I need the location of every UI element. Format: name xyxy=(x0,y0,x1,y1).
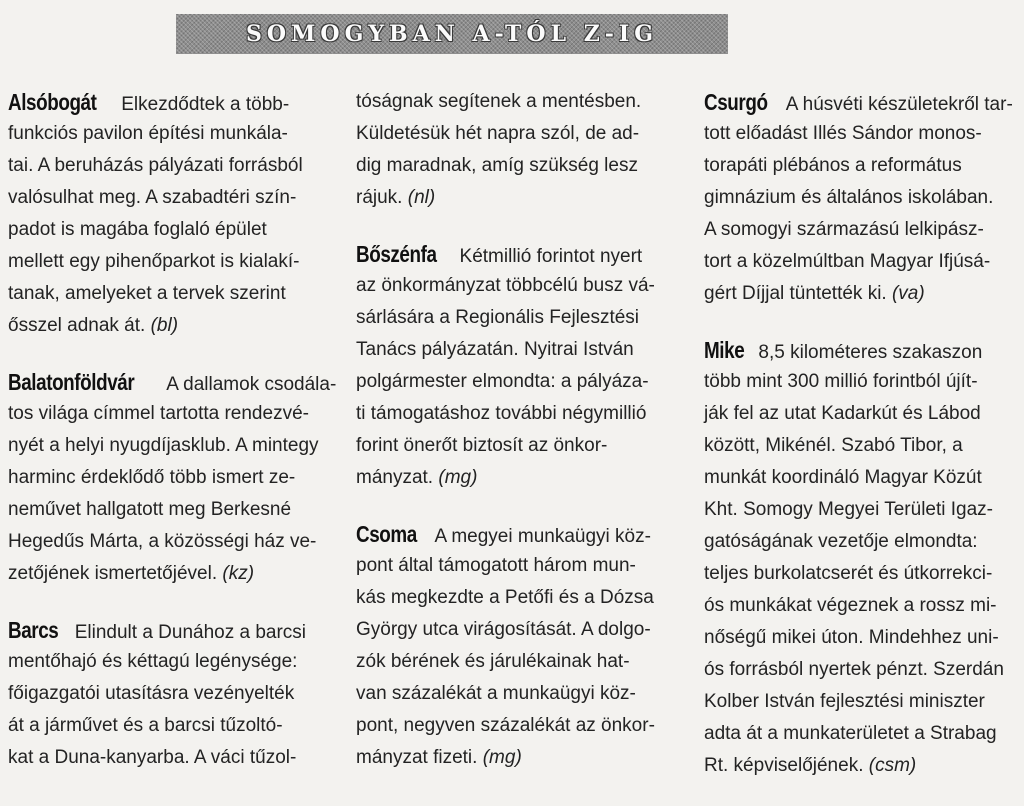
author-signature: (mg) xyxy=(438,467,478,488)
section-title: SOMOGYBAN A-TÓL Z-IG xyxy=(246,21,658,47)
article-first-line: Barcs Elindult a Dunához a barcsi xyxy=(8,614,326,646)
body-line: Küldetésük hét napra szól, de ad- xyxy=(356,123,640,144)
body-line: nőségű mikei úton. Mindehhez uni- xyxy=(704,627,999,648)
author-signature: (mg) xyxy=(482,747,522,768)
body-line: funkciós pavilon építési munkála- xyxy=(8,123,288,144)
body-line: tos világa címmel tartotta rendezvé- xyxy=(8,403,309,424)
article-first-line: Csurgó A húsvéti készületekről tar- xyxy=(704,86,1022,118)
body-line: több mint 300 millió forintból újít- xyxy=(704,371,978,392)
article-boszenfa xyxy=(356,238,674,494)
body-line: mentőhajó és kéttagú legénysége: xyxy=(8,651,298,672)
author-signature: (nl) xyxy=(407,187,436,208)
column-3 xyxy=(704,86,1022,806)
body-line: között, Mikénél. Szabó Tibor, a xyxy=(704,435,963,456)
author-signature: (kz) xyxy=(222,563,255,584)
article-csoma xyxy=(356,518,674,774)
place-name: Mike xyxy=(704,337,745,363)
body-line: mellett egy pihenőparkot is kialakí- xyxy=(8,251,300,272)
article-last-line: Rt. képviselőjének. (csm) xyxy=(704,755,917,776)
body-line: Tanács pályázatán. Nyitrai István xyxy=(356,339,634,360)
body-line: padot is magába foglaló épület xyxy=(8,219,267,240)
place-name: Alsóbogát xyxy=(8,89,97,115)
article-barcs-continued xyxy=(356,86,674,214)
article-last-line: gért Díjjal tüntették ki. (va) xyxy=(704,283,925,304)
body-line: tai. A beruházás pályázati forrásból xyxy=(8,155,303,176)
body-line: valósulhat meg. A szabadtéri szín- xyxy=(8,187,297,208)
body-line: kat a Duna-kanyarba. A váci tűzol- xyxy=(8,747,297,768)
section-header xyxy=(176,14,728,54)
article-last-line: zetőjének ismertetőjével. (kz) xyxy=(8,563,255,584)
body-line: torapáti plébános a református xyxy=(704,155,962,176)
body-line: dig maradnak, amíg szükség lesz xyxy=(356,155,638,176)
place-name: Csurgó xyxy=(704,89,768,115)
article-first-line: Bőszénfa Kétmillió forintot nyert xyxy=(356,238,674,270)
article-last-line: mányzat fizeti. (mg) xyxy=(356,747,522,768)
body-line: ti támogatáshoz további négymillió xyxy=(356,403,647,424)
article-first-line: Mike 8,5 kilométeres szakaszon xyxy=(704,334,1022,366)
body-line: tanak, amelyeket a tervek szerint xyxy=(8,283,286,304)
body-line: teljes burkolatcserét és útkorrekci- xyxy=(704,563,993,584)
place-name: Bőszénfa xyxy=(356,241,437,267)
body-line: ós munkákat végeznek a rossz mi- xyxy=(704,595,997,616)
body-line: tort a közelmúltban Magyar Ifjúsá- xyxy=(704,251,991,272)
body-line: adta át a munkaterületet a Strabag xyxy=(704,723,997,744)
body-line: A somogyi származású lelkipász- xyxy=(704,219,984,240)
author-signature: (bl) xyxy=(150,315,179,336)
body-line: Hegedűs Márta, a közösségi ház ve- xyxy=(8,531,317,552)
body-line: harminc érdeklődő több ismert ze- xyxy=(8,467,296,488)
body-line: ós forrásból nyertek pénzt. Szerdán xyxy=(704,659,1004,680)
body-line: van százalékát a munkaügyi köz- xyxy=(356,683,636,704)
place-name: Csoma xyxy=(356,521,417,547)
body-line: nyét a helyi nyugdíjasklub. A mintegy xyxy=(8,435,319,456)
body-line: az önkormányzat többcélú busz vá- xyxy=(356,275,655,296)
body-line: pont által támogatott három mun- xyxy=(356,555,636,576)
place-name: Balatonföldvár xyxy=(8,369,135,395)
body-line: főigazgatói utasításra vezényelték xyxy=(8,683,295,704)
article-mike xyxy=(704,334,1022,782)
article-barcs xyxy=(8,614,326,774)
article-last-line: ősszel adnak át. (bl) xyxy=(8,315,179,336)
article-last-line: mányzat. (mg) xyxy=(356,467,478,488)
body-line: pont, negyven százalékát az önkor- xyxy=(356,715,655,736)
article-csurgo xyxy=(704,86,1022,310)
article-balatonfoldvar xyxy=(8,366,337,590)
article-first-line: Csoma A megyei munkaügyi köz- xyxy=(356,518,674,550)
place-name: Barcs xyxy=(8,617,59,643)
body-line: kás megkezdte a Petőfi és a Dózsa xyxy=(356,587,654,608)
body-line: György utca virágosítását. A dolgo- xyxy=(356,619,651,640)
body-line: munkát koordináló Magyar Közút xyxy=(704,467,982,488)
body-line: polgármester elmondta: a pályáza- xyxy=(356,371,649,392)
body-line: neművet hallgatott meg Berkesné xyxy=(8,499,292,520)
article-last-line: rájuk. (nl) xyxy=(356,187,436,208)
article-first-line: Alsóbogát Elkezdődtek a több- xyxy=(8,86,326,118)
column-1 xyxy=(8,86,337,798)
body-line: gatóságának vezetője elmondta: xyxy=(704,531,978,552)
body-line: át a járművet és a barcsi tűzoltó- xyxy=(8,715,283,736)
body-line: ják fel az utat Kadarkút és Lábod xyxy=(704,403,981,424)
body-line: forint önerőt biztosít az önkor- xyxy=(356,435,608,456)
body-line: tott előadást Illés Sándor monos- xyxy=(704,123,982,144)
body-line: zók bérének és járulékainak hat- xyxy=(356,651,630,672)
author-signature: (csm) xyxy=(868,755,917,776)
article-alsobogat xyxy=(8,86,326,342)
body-line: gimnázium és általános iskolában. xyxy=(704,187,994,208)
body-line: tóságnak segítenek a mentésben. xyxy=(356,91,642,112)
body-line: Kht. Somogy Megyei Területi Igaz- xyxy=(704,499,994,520)
author-signature: (va) xyxy=(891,283,925,304)
article-first-line: Balatonföldvár A dallamok csodála- xyxy=(8,366,326,398)
column-2 xyxy=(356,86,674,798)
body-line: Kolber István fejlesztési miniszter xyxy=(704,691,985,712)
body-line: sárlására a Regionális Fejlesztési xyxy=(356,307,640,328)
